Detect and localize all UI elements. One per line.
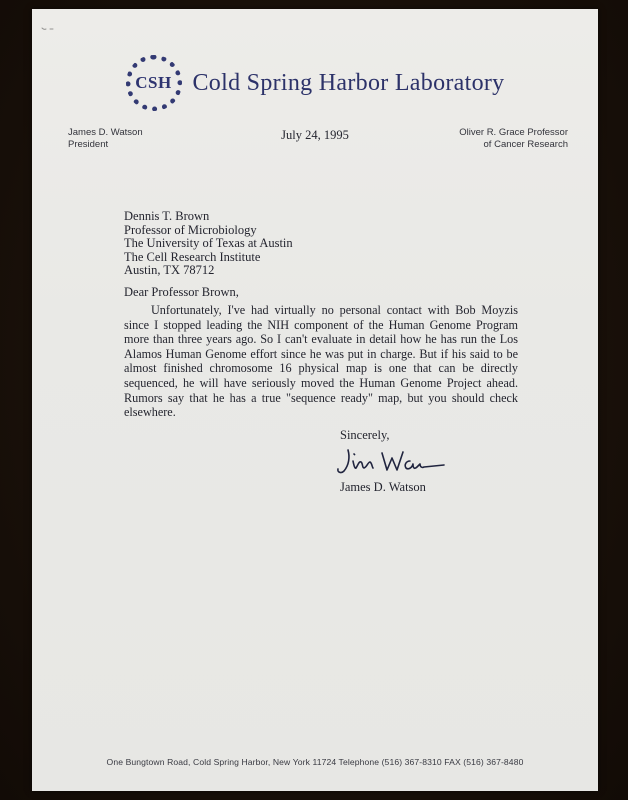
- letter-date: July 24, 1995: [281, 128, 349, 142]
- csh-chain-logo-icon: [126, 55, 182, 111]
- sender-title: President: [68, 139, 109, 151]
- letter-page: [32, 9, 598, 791]
- recipient-institution: The University of Texas at Austin: [124, 236, 293, 251]
- footer-address: One Bungtown Road, Cold Spring Harbor, New York 11724 Telephone (516) 367-8310 FAX (516) 367-8480: [106, 757, 524, 767]
- recipient-name: Dennis T. Brown: [124, 209, 210, 223]
- professor-title-line-2: of Cancer Research: [483, 139, 568, 151]
- salutation: Dear Professor Brown,: [124, 285, 239, 299]
- recipient-city-state-zip: Austin, TX 78712: [124, 263, 215, 278]
- logo-text: CSH: [135, 73, 172, 92]
- organization-name: Cold Spring Harbor Laboratory: [192, 69, 505, 96]
- letterhead: [32, 55, 598, 111]
- stray-pen-mark: [40, 25, 56, 33]
- recipient-department: The Cell Research Institute: [124, 249, 261, 264]
- professor-title-line-1: Oliver R. Grace Professor: [459, 127, 568, 138]
- closing: Sincerely,: [340, 428, 390, 442]
- signer-name: James D. Watson: [340, 480, 426, 494]
- recipient-address: [124, 210, 293, 278]
- handwritten-signature: [332, 445, 452, 481]
- sender-name: James D. Watson: [68, 127, 143, 138]
- letter-body: Unfortunately, I've had virtually no personal contact with Bob Moyzis since I stopped leading the NIH component of the Human Genome Program more than three years ago. So I can't evaluate in detail how he has run the Los Alamos Human Genome effort since he was put in charge. But if his said to be almost finished chromosome 16 physical map is one that can be directly sequenced, he will have seriously moved the Human Genome Project ahead. Rumors say that he has a true "sequence ready" map, but you should check elsewhere.: [124, 303, 518, 420]
- recipient-title: Professor of Microbiology: [124, 222, 257, 237]
- professor-title-block: [459, 127, 568, 152]
